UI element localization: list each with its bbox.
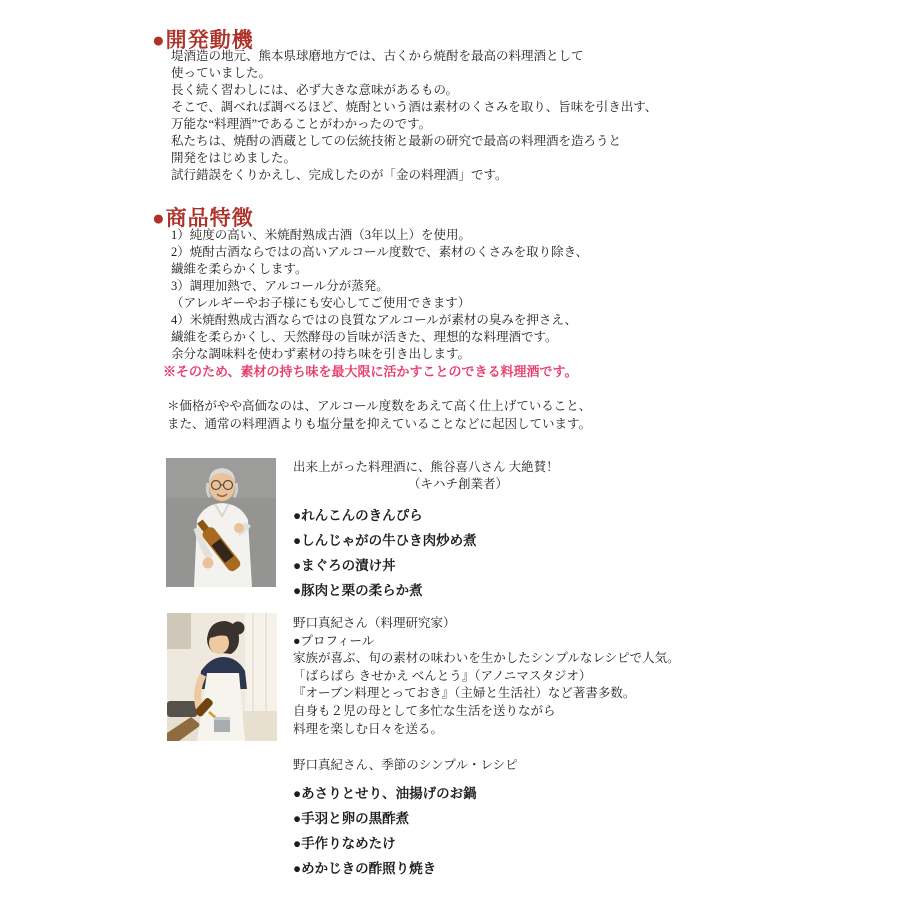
recipe-item: ●あさりとせり、油揚げのお鍋 (293, 786, 477, 801)
features-line: 4）米焼酎熟成古酒ならではの良質なアルコールが素材の臭みを押さえ、 (171, 313, 578, 327)
motive-line: 使っていました。 (171, 66, 272, 80)
features-line: 1）純度の高い、米焼酎熟成古酒（3年以上）を使用。 (171, 228, 472, 242)
motive-line: 試行錯誤をくりかえし、完成したのが「金の料理酒」です。 (171, 168, 508, 182)
profile-line: ●プロフィール (293, 633, 375, 648)
dish-item: ●まぐろの漬け丼 (293, 558, 396, 573)
features-paragraph (171, 227, 588, 363)
motive-line: 万能な“料理酒”であることがわかったのです。 (171, 117, 432, 131)
recipes-header: 野口真紀さん、季節のシンプル・レシピ (293, 758, 518, 772)
recipe-item: ●手作りなめたけ (293, 836, 396, 851)
profile-text (293, 615, 680, 738)
motive-line: そこで、調べれば調べるほど、焼酎という酒は素材のくさみを取り、旨味を引き出す、 (171, 100, 658, 114)
features-line: 繊維を柔らかくします。 (171, 262, 308, 276)
price-note-line: また、通常の料理酒よりも塩分量を抑えていることなどに起因しています。 (167, 417, 592, 431)
dish-item: ●豚肉と栗の柔らか煮 (293, 583, 423, 598)
recipe-list (293, 781, 477, 881)
profile-line: 『オーブン料理とっておき』（主婦と生活社）など著書多数。 (293, 686, 636, 701)
endorsement-text (293, 459, 623, 603)
motive-line: 長く続く習わしには、必ず大きな意味があるもの。 (171, 83, 459, 97)
section-heading-features: ●商品特徴 (152, 206, 254, 230)
recipe-item: ●めかじきの酢照り焼き (293, 861, 437, 876)
chef-photo (166, 458, 276, 587)
chef-illustration (166, 458, 276, 587)
features-line: 3）調理加熱で、アルコール分が蒸発。 (171, 279, 389, 293)
cook-photo (167, 613, 277, 741)
endorsement-dish-list (293, 503, 623, 603)
features-line: 繊維を柔らかくし、天然酵母の旨味が活きた、理想的な料理酒です。 (171, 330, 558, 344)
recipe-item: ●手羽と卵の黒酢煮 (293, 811, 410, 826)
profile-line: 家族が喜ぶ、旬の素材の味わいを生かしたシンプルなレシピで人気。 (293, 651, 680, 666)
endorsement-founder-note: （キハチ創業者） (407, 477, 508, 491)
dish-item: ●れんこんのきんぴら (293, 508, 423, 523)
motive-line: 私たちは、焼酎の酒蔵としての伝統技術と最新の研究で最高の料理酒を造ろうと (171, 134, 622, 148)
profile-line: 「ばらばら きせかえ べんとう』（アノニマスタジオ） (293, 668, 592, 683)
features-line: 2）焼酎古酒ならではの高いアルコール度数で、素材のくさみを取り除き、 (171, 245, 589, 259)
motive-line: 開発をはじめました。 (171, 151, 297, 165)
section-heading-motive: ●開発動機 (152, 28, 254, 52)
profile-line: 料理を楽しむ日々を送る。 (293, 721, 444, 736)
price-note (167, 397, 591, 433)
endorsement-intro: 出来上がった料理酒に、熊谷喜八さん 大絶賛！ (293, 460, 559, 474)
features-line: （アレルギーやお子様にも安心してご使用できます） (171, 296, 471, 310)
motive-paragraph (171, 48, 657, 184)
profile-line: 野口真紀さん（料理研究家） (293, 616, 456, 630)
motive-line: 堤酒造の地元、熊本県球磨地方では、古くから焼酎を最高の料理酒として (171, 49, 584, 63)
price-note-line: ＊価格がやや高価なのは、アルコール度数をあえて高く仕上げていること、 (167, 399, 592, 413)
dish-item: ●しんじゃがの牛ひき肉炒め煮 (293, 533, 477, 548)
profile-line: 自身も２児の母として多忙な生活を送りながら (293, 703, 556, 718)
cook-illustration (167, 613, 277, 741)
features-line: 余分な調味料を使わず素材の持ち味を引き出します。 (171, 347, 471, 361)
features-highlight-note: ※そのため、素材の持ち味を最大限に活かすことのできる料理酒です。 (163, 364, 578, 379)
